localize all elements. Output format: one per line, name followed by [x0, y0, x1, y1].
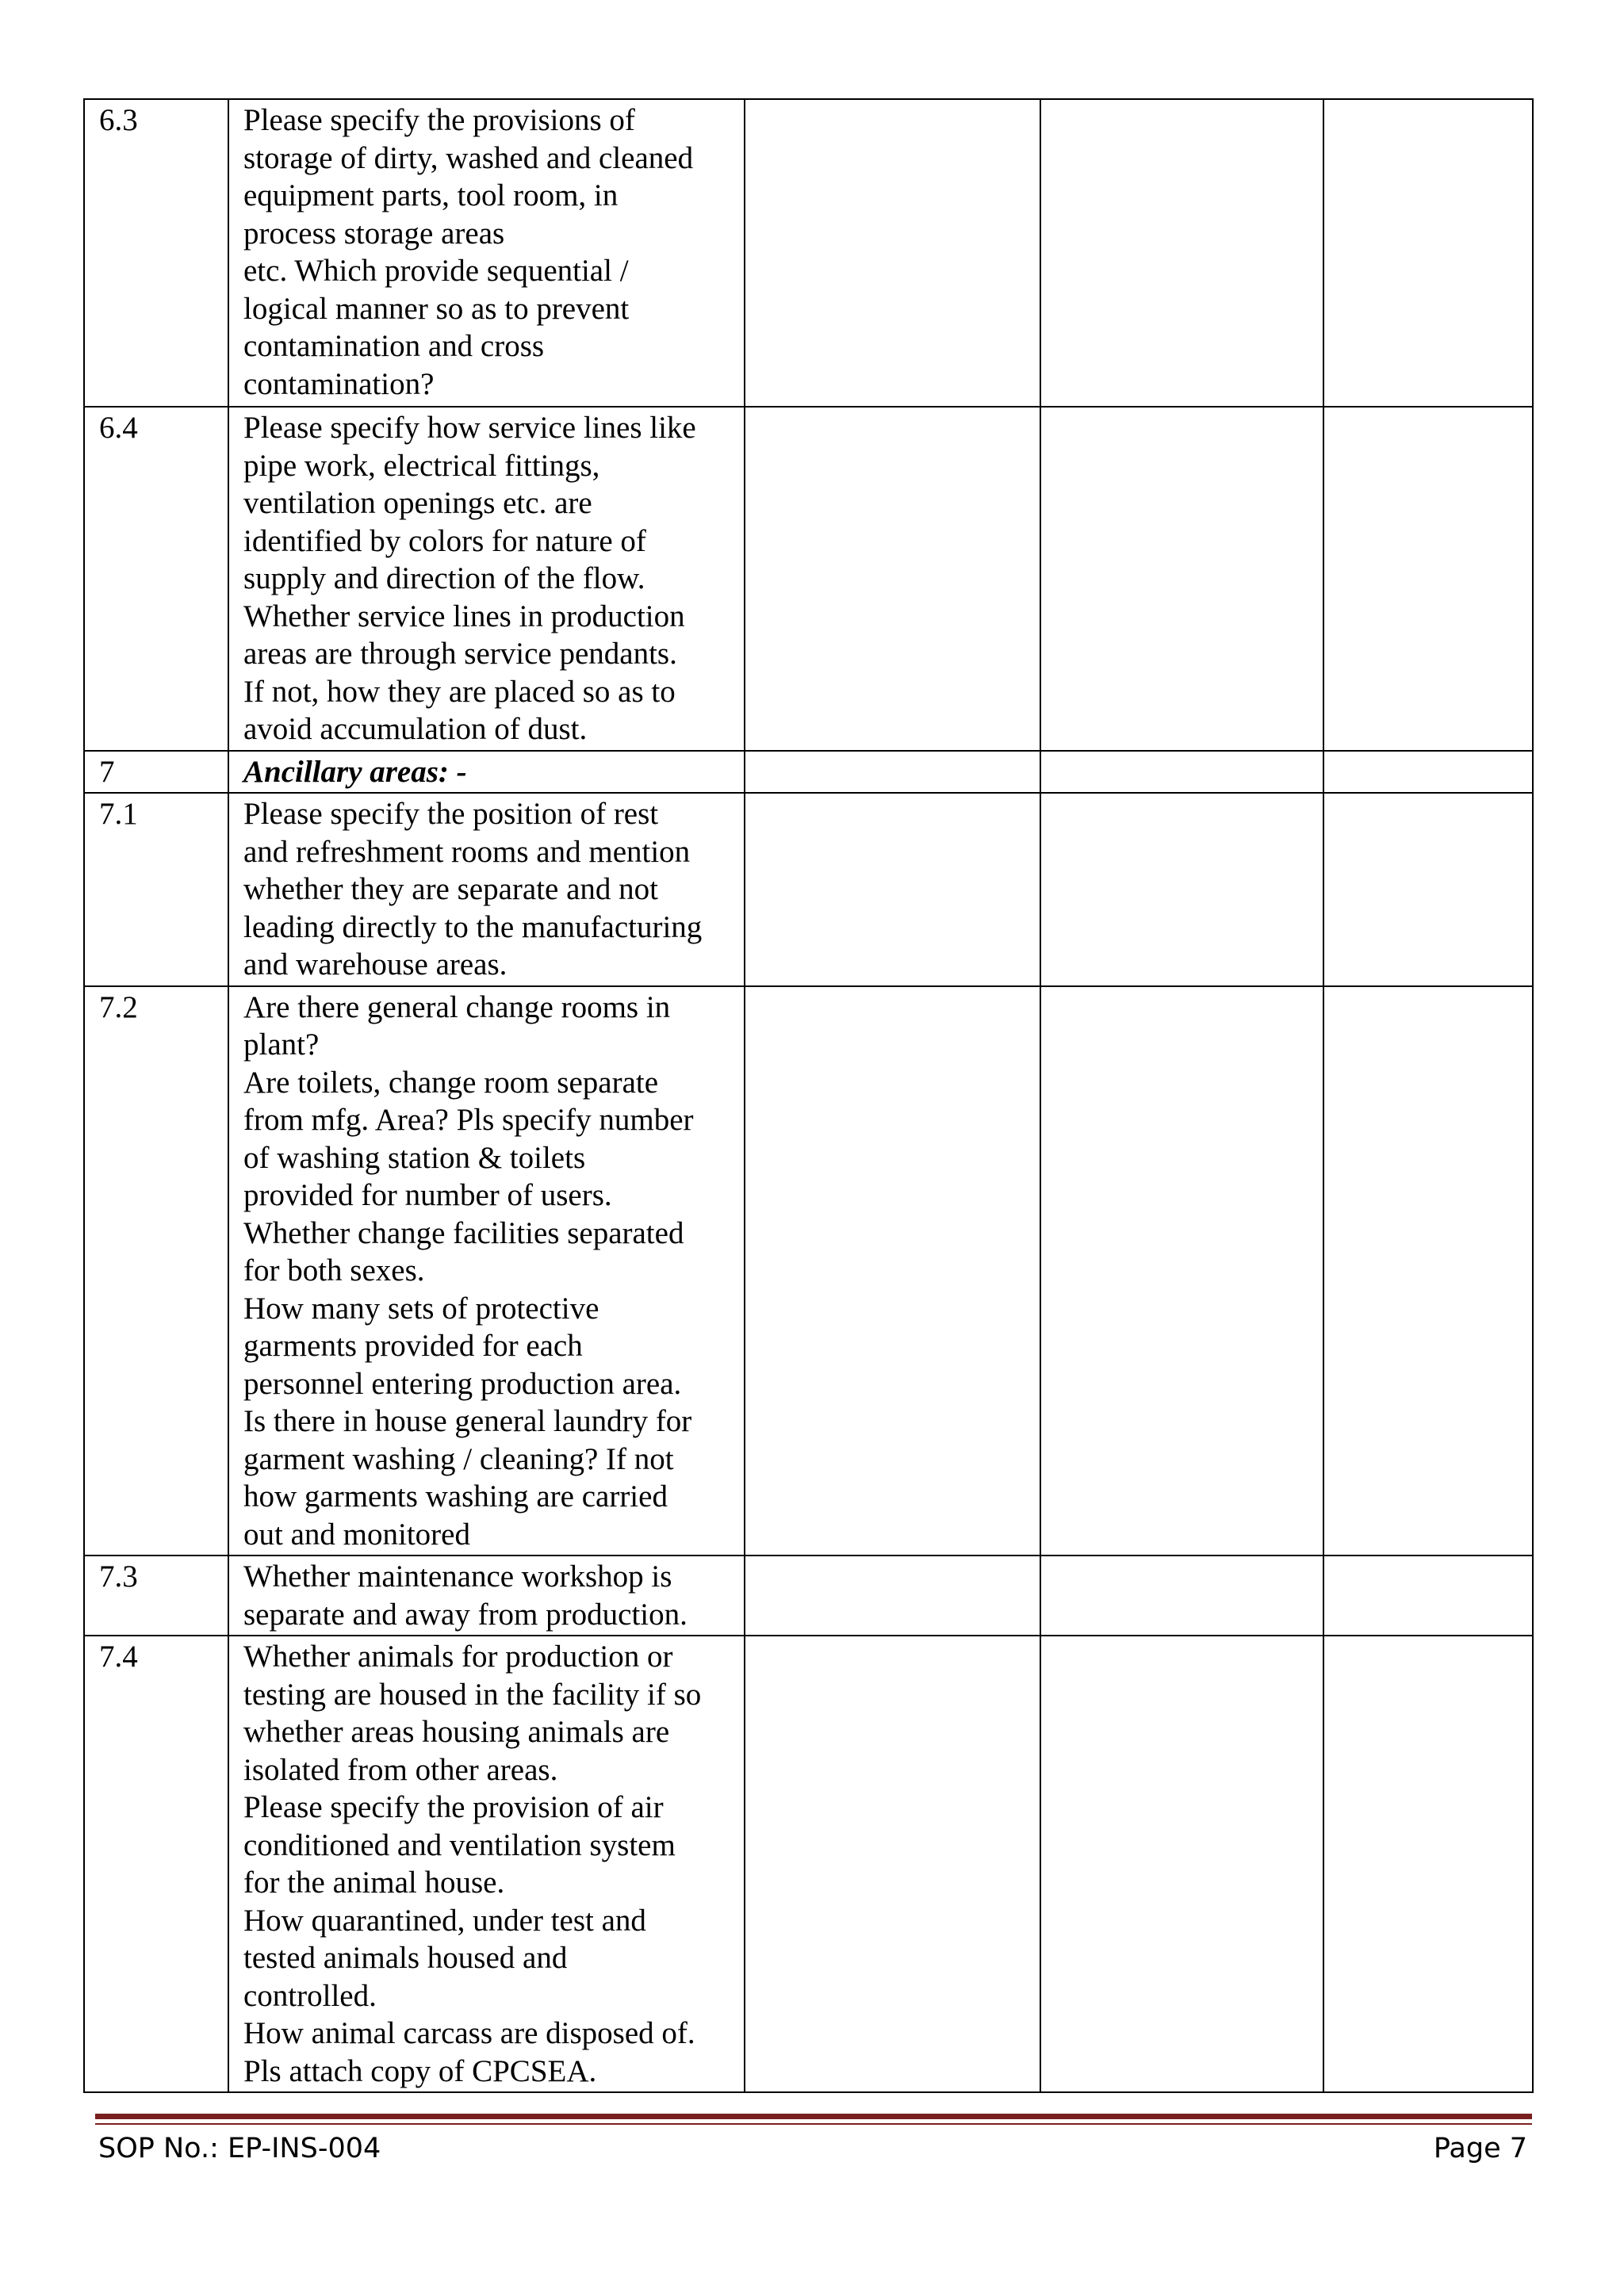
question-line: garments provided for each [243, 1329, 583, 1363]
section-heading [228, 751, 745, 794]
answer-cell [1040, 407, 1323, 751]
question-line: If not, how they are placed so as to [243, 674, 676, 709]
question-line: controlled. [243, 1978, 377, 2013]
question-line: separate and away from production. [243, 1597, 688, 1632]
answer-cell [1040, 751, 1323, 794]
question-line: whether they are separate and not [243, 872, 658, 906]
table-row-7-2 [84, 986, 1533, 1556]
question-line: for both sexes. [243, 1253, 425, 1288]
row-number: 6.4 [84, 407, 228, 751]
answer-cell [745, 751, 1040, 794]
question-line: ventilation openings etc. are [243, 486, 592, 520]
table-row-7-1 [84, 793, 1533, 986]
question-line: etc. Which provide sequential / [243, 254, 629, 288]
question-line: Pls attach copy of CPCSEA. [243, 2053, 597, 2088]
question-line: and warehouse areas. [243, 947, 508, 982]
question-line: How quarantined, under test and [243, 1903, 646, 1938]
question-line: Please specify how service lines like [243, 411, 696, 445]
question-line: contamination and cross [243, 329, 545, 363]
row-question [228, 1556, 745, 1636]
footer-divider [95, 2114, 1532, 2119]
answer-cell [745, 1556, 1040, 1636]
answer-cell [745, 407, 1040, 751]
table-row-6-4 [84, 407, 1533, 751]
answer-cell [1040, 99, 1323, 407]
question-line: from mfg. Area? Pls specify number [243, 1103, 694, 1137]
answer-cell [1040, 1556, 1323, 1636]
answer-cell [1323, 1556, 1533, 1636]
sop-number: SOP No.: EP-INS-004 [98, 2133, 381, 2164]
row-question [228, 1636, 745, 2092]
answer-cell [1040, 793, 1323, 986]
question-line: supply and direction of the flow. [243, 561, 645, 595]
question-line: conditioned and ventilation system [243, 1827, 676, 1862]
table-row-6-3 [84, 99, 1533, 407]
question-line: and refreshment rooms and mention [243, 834, 691, 869]
table-row-7-3 [84, 1556, 1533, 1636]
answer-cell [1040, 986, 1323, 1556]
row-number: 7.1 [84, 793, 228, 986]
question-line: leading directly to the manufacturing [243, 909, 703, 944]
question-line: identified by colors for nature of [243, 523, 646, 558]
answer-cell [745, 793, 1040, 986]
answer-cell [745, 986, 1040, 1556]
question-line: out and monitored [243, 1517, 470, 1552]
row-number: 7.2 [84, 986, 228, 1556]
answer-cell [1323, 407, 1533, 751]
question-line: areas are through service pendants. [243, 637, 677, 671]
question-line: storage of dirty, washed and cleaned [243, 140, 694, 175]
table-row-7 [84, 751, 1533, 794]
row-number: 7.4 [84, 1636, 228, 2092]
question-line: provided for number of users. [243, 1178, 612, 1212]
question-line: Whether animals for production or [243, 1640, 673, 1674]
question-line: How animal carcass are disposed of. [243, 2016, 695, 2050]
answer-cell [1040, 1636, 1323, 2092]
question-line: how garments washing are carried [243, 1479, 668, 1513]
answer-cell [1323, 986, 1533, 1556]
question-line: garment washing / cleaning? If not [243, 1441, 674, 1476]
section-title: Ancillary areas: - [243, 754, 467, 789]
question-line: pipe work, electrical fittings, [243, 448, 600, 483]
row-number: 6.3 [84, 99, 228, 407]
question-line: Please specify the provision of air [243, 1790, 664, 1824]
question-line: Please specify the provisions of [243, 103, 635, 137]
question-line: Whether service lines in production [243, 599, 685, 633]
question-line: logical manner so as to prevent [243, 291, 630, 326]
question-line: avoid accumulation of dust. [243, 712, 588, 746]
question-line: isolated from other areas. [243, 1752, 558, 1787]
question-line: of washing station & toilets [243, 1140, 586, 1175]
question-line: process storage areas [243, 216, 505, 251]
question-line: Are toilets, change room separate [243, 1065, 659, 1100]
question-line: How many sets of protective [243, 1291, 599, 1326]
page-number: Page 7 [1433, 2133, 1527, 2164]
row-question [228, 99, 745, 407]
question-line: Whether change facilities separated [243, 1215, 684, 1250]
question-line: Are there general change rooms in [243, 989, 671, 1024]
answer-cell [745, 99, 1040, 407]
answer-cell [1323, 751, 1533, 794]
question-line: Please specify the position of rest [243, 797, 659, 831]
question-line: plant? [243, 1027, 320, 1062]
question-line: tested animals housed and [243, 1941, 568, 1975]
row-number: 7 [84, 751, 228, 794]
question-line: equipment parts, tool room, in [243, 178, 619, 212]
row-question [228, 407, 745, 751]
answer-cell [745, 1636, 1040, 2092]
question-line: Is there in house general laundry for [243, 1404, 692, 1438]
answer-cell [1323, 99, 1533, 407]
row-question [228, 793, 745, 986]
row-question [228, 986, 745, 1556]
footer-divider-thin [95, 2123, 1532, 2125]
question-line: for the animal house. [243, 1866, 505, 1900]
answer-cell [1323, 793, 1533, 986]
question-line: Whether maintenance workshop is [243, 1559, 672, 1594]
table-row-7-4 [84, 1636, 1533, 2092]
row-number: 7.3 [84, 1556, 228, 1636]
question-line: contamination? [243, 366, 435, 401]
answer-cell [1323, 1636, 1533, 2092]
question-line: whether areas housing animals are [243, 1715, 670, 1749]
question-line: personnel entering production area. [243, 1366, 682, 1401]
question-line: testing are housed in the facility if so [243, 1677, 702, 1712]
checklist-table [83, 98, 1534, 2093]
